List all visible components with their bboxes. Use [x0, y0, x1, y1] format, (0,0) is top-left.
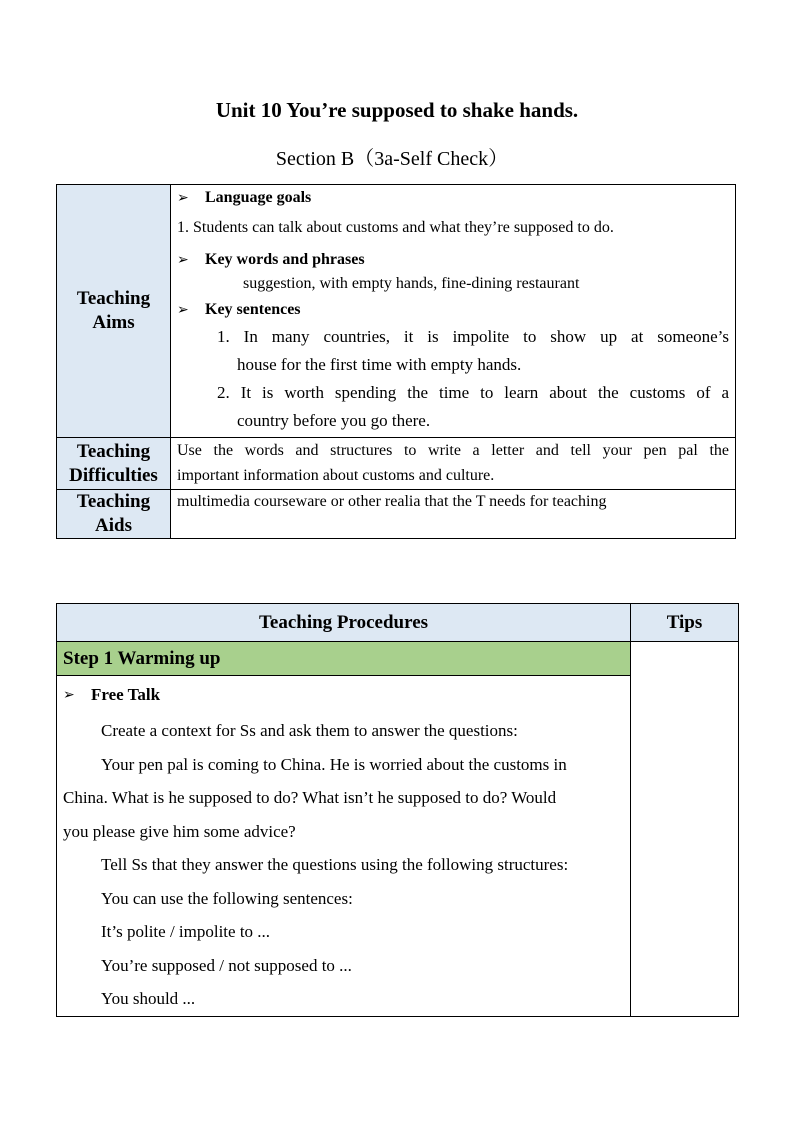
tips-cell	[631, 642, 739, 1017]
procedure-line: You should ...	[101, 989, 196, 1008]
procedure-line: You’re supposed / not supposed to ...	[101, 955, 352, 975]
procedure-line: you please give him some advice?	[63, 821, 296, 841]
label-teaching-difficulties: Teaching Difficulties	[57, 438, 171, 490]
arrow-bullet-icon: ➢	[177, 302, 189, 318]
header-teaching-procedures: Teaching Procedures	[57, 604, 631, 642]
page-title: Unit 10 You’re supposed to shake hands.	[215, 98, 579, 122]
procedure-line: Create a context for Ss and ask them to answer the questions:	[101, 721, 518, 740]
difficulties-line-a: Use the words and structures to write a letter and tell your pen pal the	[177, 442, 729, 459]
difficulties-content	[171, 438, 736, 490]
section-subtitle: Section B（3a-Self Check）	[275, 148, 509, 170]
procedure-line: Tell Ss that they answer the questions using the following structures:	[101, 855, 569, 874]
arrow-bullet-icon: ➢	[63, 687, 75, 703]
key-words-heading: ➢ Key words and phrases	[177, 251, 365, 268]
label-teaching-aims: Teaching Aims	[57, 185, 171, 438]
procedures-header-row	[57, 604, 739, 642]
procedure-line: You can use the following sentences:	[101, 888, 353, 908]
row-teaching-aids	[57, 490, 736, 539]
aims-content	[171, 185, 736, 438]
arrow-bullet-icon: ➢	[177, 190, 189, 206]
language-goals-heading: ➢ Language goals	[177, 189, 312, 206]
procedure-body	[57, 676, 631, 1017]
key-sentences-heading: ➢ Key sentences	[177, 301, 301, 318]
procedure-line: Your pen pal is coming to China. He is worried about the customs in	[101, 754, 567, 774]
label-teaching-aids: Teaching Aids	[57, 490, 171, 539]
procedure-line: It’s polite / impolite to ...	[101, 922, 271, 941]
key-sentence-1a: 1. In many countries, it is impolite to show up at someone’s	[217, 327, 729, 346]
key-words-list: suggestion, with empty hands, fine-dining restaurant	[243, 275, 580, 292]
aids-line-a: multimedia courseware or other realia that the T needs for teaching	[177, 493, 607, 510]
key-sentence-2b: country before you go there.	[237, 411, 431, 430]
free-talk-heading: ➢ Free Talk	[63, 685, 161, 704]
step-1-title: Step 1 Warming up	[57, 642, 631, 676]
step-row	[57, 642, 739, 676]
language-goal-1: 1. Students can talk about customs and what they’re supposed to do.	[177, 219, 614, 236]
difficulties-line-b: important information about customs and culture.	[177, 467, 495, 484]
key-sentence-1b: house for the first time with empty hands.	[237, 355, 522, 374]
teaching-procedures-table	[56, 603, 739, 1017]
teaching-aims-table	[56, 184, 736, 539]
key-sentence-2a: 2. It is worth spending the time to learn about the customs of a	[217, 383, 729, 402]
row-teaching-difficulties	[57, 438, 736, 490]
procedure-line: China. What is he supposed to do? What isn’t he supposed to do? Would	[63, 788, 557, 807]
aids-content	[171, 490, 736, 539]
header-tips: Tips	[631, 604, 739, 642]
arrow-bullet-icon: ➢	[177, 252, 189, 268]
row-teaching-aims	[57, 185, 736, 438]
